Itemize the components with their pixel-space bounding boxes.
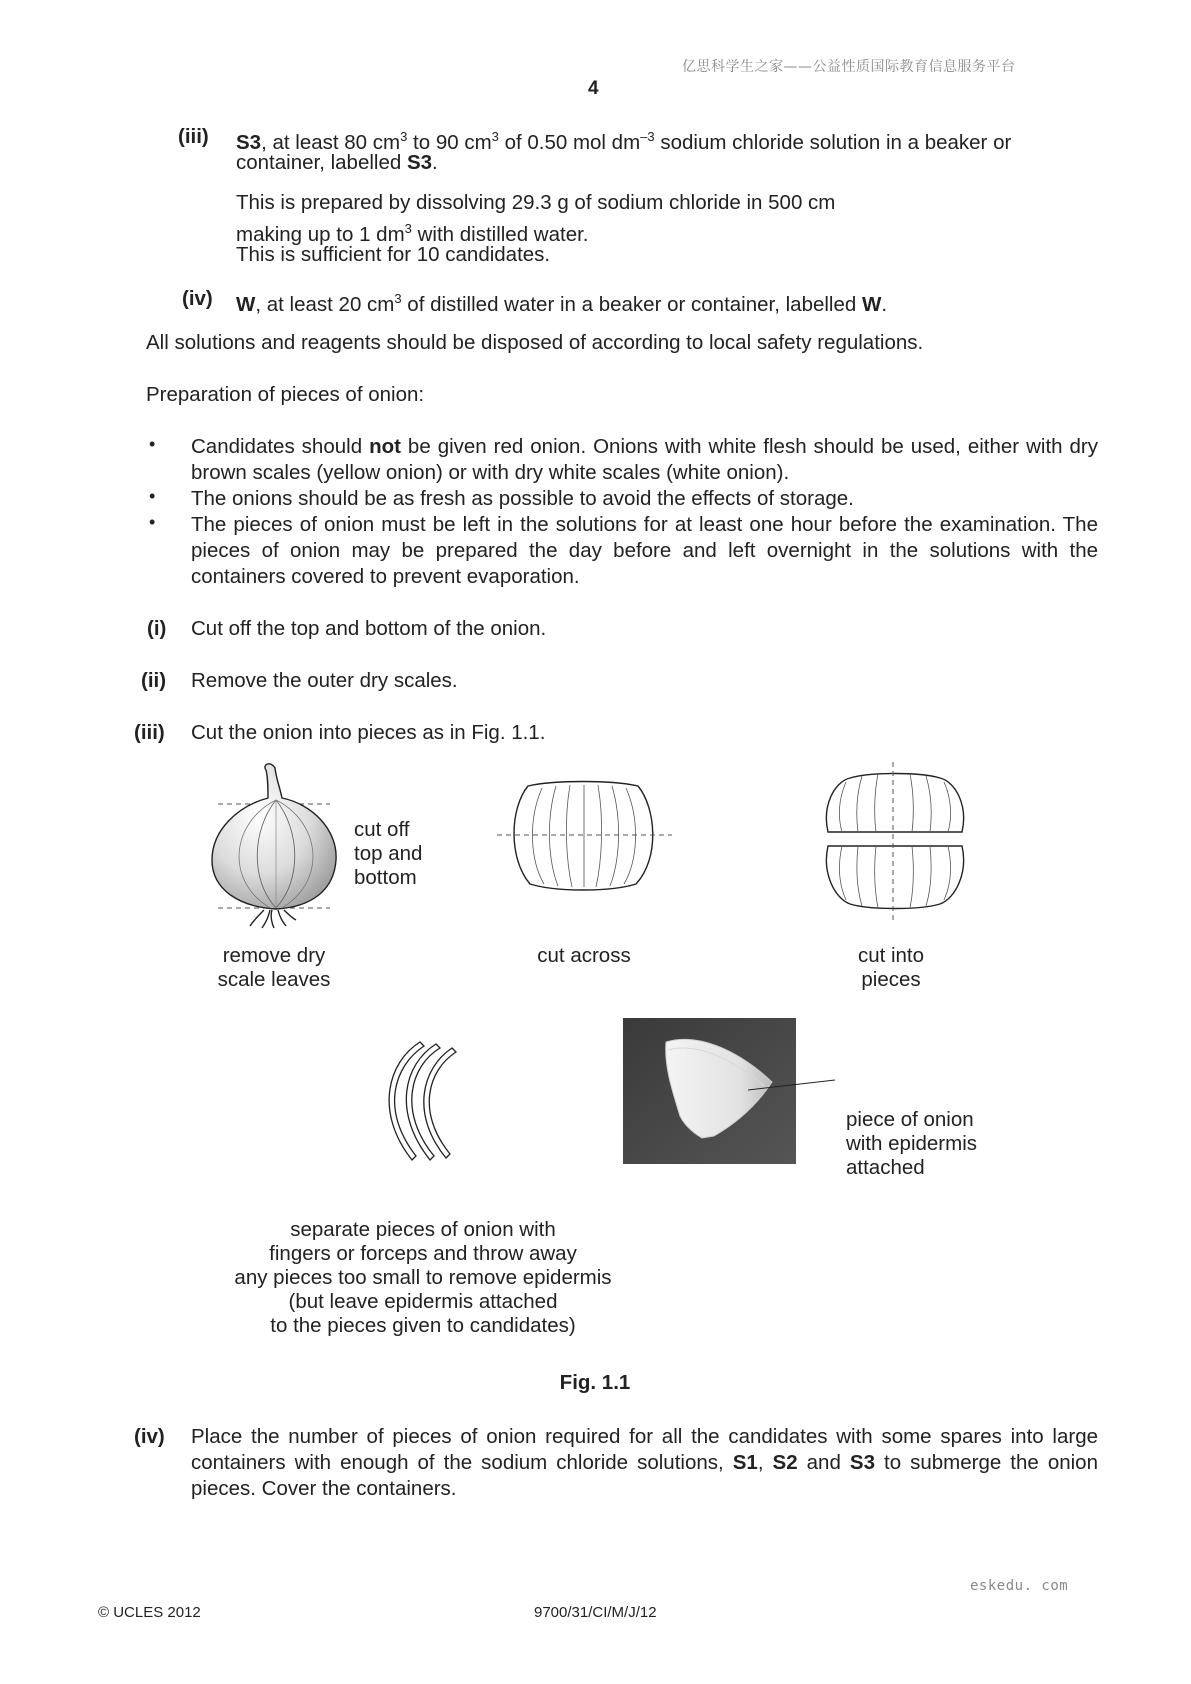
- label-cut-into-2: pieces: [861, 968, 921, 991]
- bullet-icon: •: [149, 512, 156, 532]
- prep-line-1: This is prepared by dissolving 29.3 g of sodium chloride in 500 cm: [236, 191, 836, 214]
- item-s3-line2: container, labelled S3.: [236, 151, 438, 174]
- onion-cut-across-icon: [497, 782, 672, 891]
- label-separate-3: any pieces too small to remove epidermis: [234, 1266, 612, 1289]
- watermark-text: 亿思科学生之家——公益性质国际教育信息服务平台: [682, 59, 1016, 75]
- label-piece-3: attached: [846, 1156, 925, 1179]
- figure-caption: Fig. 1.1: [559, 1371, 631, 1394]
- prep-line-3: This is sufficient for 10 candidates.: [236, 243, 551, 266]
- label-separate-5: to the pieces given to candidates): [270, 1314, 576, 1337]
- copyright: © UCLES 2012: [98, 1604, 201, 1621]
- paper-code: 9700/31/CI/M/J/12: [534, 1604, 657, 1621]
- figure-1-1: [0, 760, 1191, 1230]
- label-piece-2: with epidermis: [846, 1132, 978, 1155]
- item-w-line: W, at least 20 $cm^3$ of distilled water in a beaker or container, labelled W.: [236, 291, 888, 316]
- bullet-item-soak: The pieces of onion must be left in the solutions for at least one hour before the examination. The pieces of onion may be prepared the day before and left overnight in the solutions with the containers covered to prevent evaporation.: [191, 513, 1098, 588]
- prep-line-2: making up to 1 $dm^3$ with distilled water.: [236, 221, 589, 246]
- label-remove-2: scale leaves: [217, 968, 331, 991]
- whole-onion-icon: [212, 764, 336, 928]
- step-iv-label: (iv): [134, 1425, 165, 1448]
- label-cut-across: cut across: [537, 944, 631, 967]
- label-remove-1: remove dry: [222, 944, 326, 967]
- preparation-heading: Preparation of pieces of onion:: [146, 383, 425, 406]
- label-cut-off-1: cut off: [354, 818, 410, 841]
- bullet-item-fresh: The onions should be as fresh as possible to avoid the effects of storage.: [191, 487, 854, 510]
- step-iii-text: Cut the onion into pieces as in Fig. 1.1.: [191, 721, 546, 744]
- separated-pieces-icon: [389, 1042, 456, 1160]
- label-separate-4: (but leave epidermis attached: [288, 1290, 558, 1313]
- solution-code: S3: [236, 130, 262, 154]
- step-i-text: Cut off the top and bottom of the onion.: [191, 617, 547, 640]
- bullet-icon: •: [149, 486, 156, 506]
- label-separate-1: separate pieces of onion with: [290, 1218, 556, 1241]
- label-cut-into-1: cut into: [857, 944, 925, 967]
- site-watermark: eskedu. com: [970, 1578, 1069, 1594]
- label-piece-1: piece of onion: [846, 1108, 974, 1131]
- item-s3-line1: S3, at least 80 $cm^3$ to 90 $cm^3$ of 0.50 mol $dm^{-3}$ sodium chloride solution in a beaker or: [236, 129, 1012, 154]
- step-i-label: (i): [147, 617, 167, 640]
- label-cut-off-3: bottom: [354, 866, 417, 889]
- page-number: 4: [588, 78, 599, 99]
- label-cut-off-2: top and: [354, 842, 423, 865]
- onion-piece-photo: [623, 1018, 835, 1164]
- bullet-item-red-onion: Candidates should not be given red onion. Onions with white flesh should be used, either with dry brown scales (yellow onion) or with dry white scales (white onion).: [191, 435, 1098, 484]
- item-iii-label: (iii): [178, 125, 209, 148]
- step-iii-label: (iii): [134, 721, 165, 744]
- label-separate-2: fingers or forceps and throw away: [269, 1242, 577, 1265]
- onion-halves-icon: [826, 762, 963, 920]
- step-ii-label: (ii): [141, 669, 167, 692]
- step-ii-text: Remove the outer dry scales.: [191, 669, 458, 692]
- disposal-note: All solutions and reagents should be disposed of according to local safety regulations.: [146, 331, 924, 354]
- step-iv-text: Place the number of pieces of onion required for all the candidates with some spares into large containers with enough of the sodium chloride solutions, S1, S2 and S3 to submerge the onion pieces. Cover the containers.: [191, 1425, 1098, 1500]
- item-iv-label: (iv): [182, 287, 213, 310]
- bullet-icon: •: [149, 434, 156, 454]
